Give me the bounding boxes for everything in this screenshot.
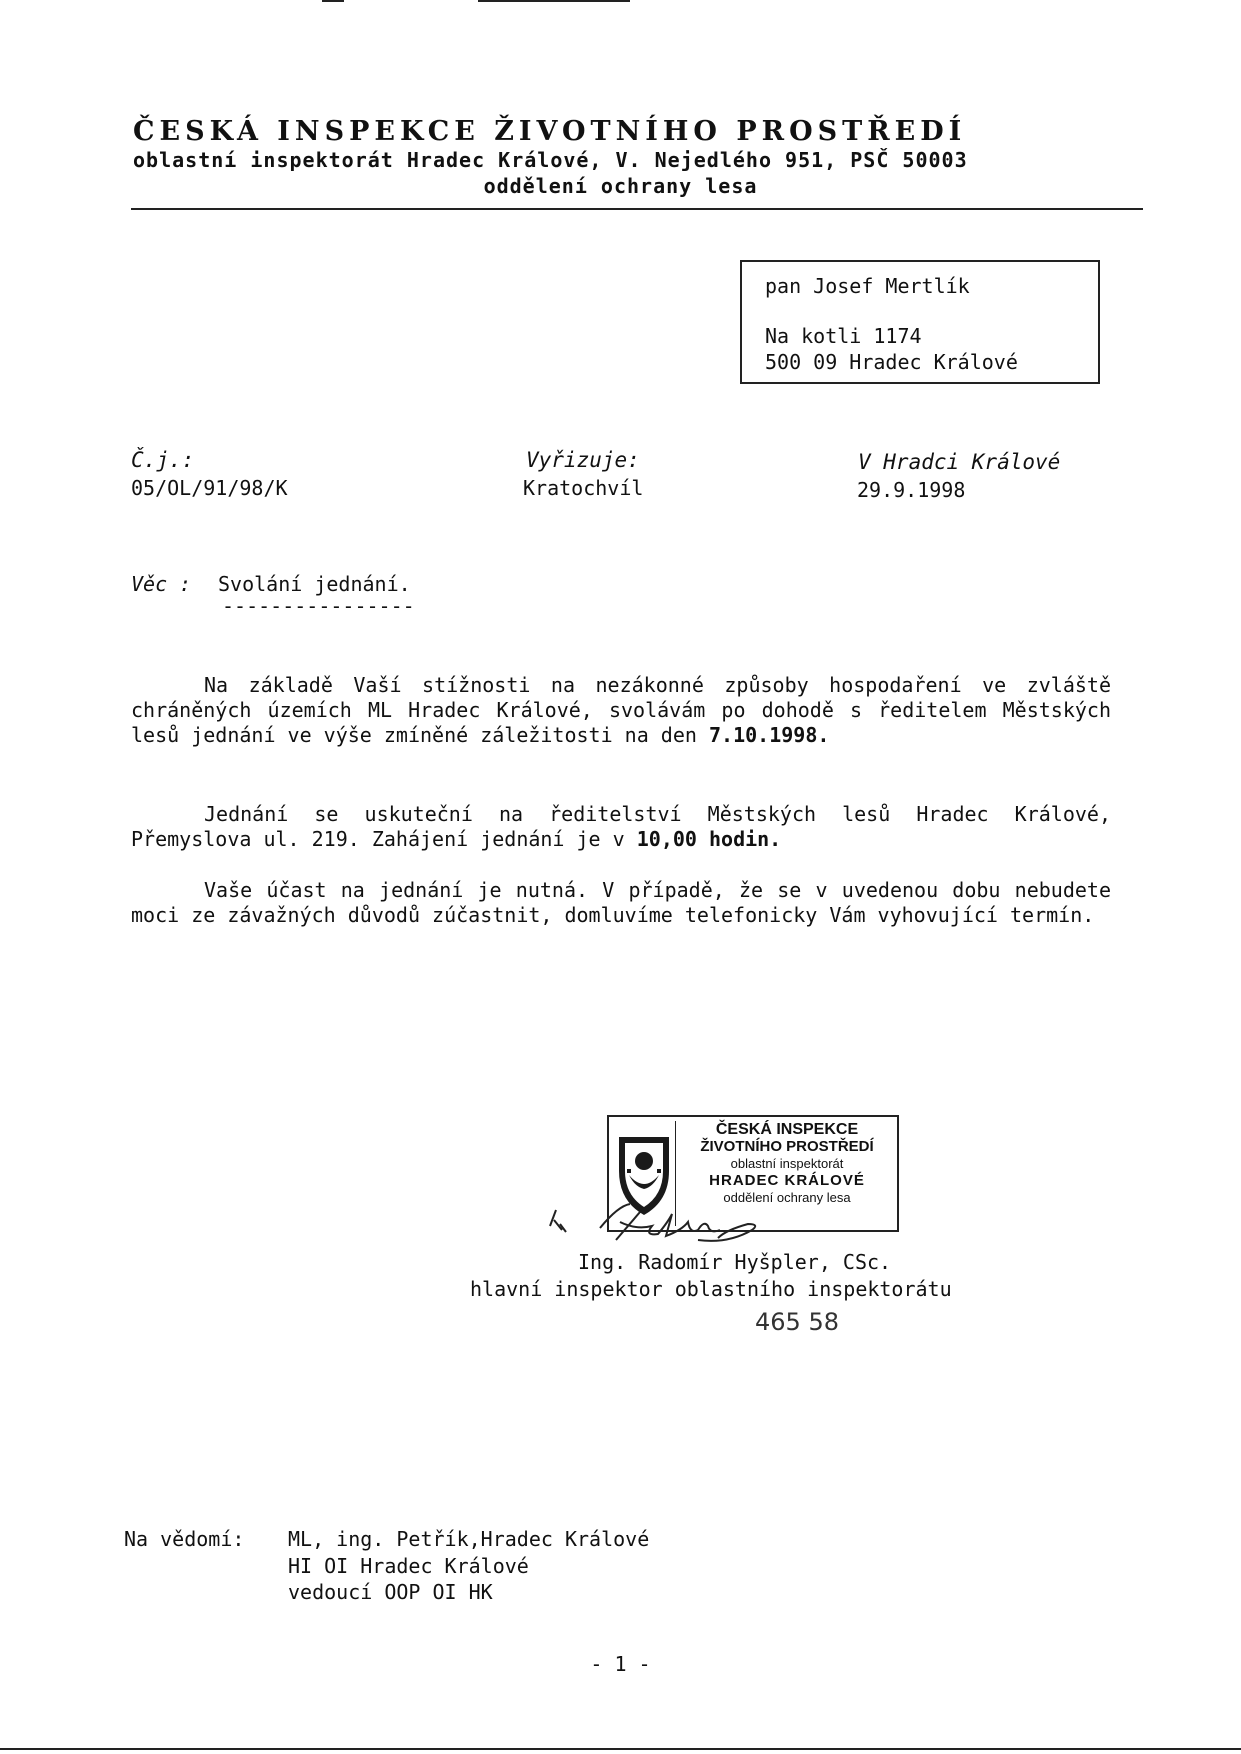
reference-number: 05/OL/91/98/K — [131, 476, 288, 500]
cc-label: Na vědomí: — [124, 1527, 245, 1551]
scan-mark — [322, 0, 344, 2]
recipient-address-box — [740, 260, 1100, 384]
handwritten-number: 465 58 — [755, 1308, 839, 1336]
office-address: oblastní inspektorát Hradec Králové, V. Nejedlého 951, PSČ 50003 — [133, 148, 968, 172]
paragraph-1-text: Na základě Vaší stížnosti na nezákonné způsoby hospodaření ve zvláště chráněných územích ML Hradec Králové, svolávám po dohodě s ředitelem Městských lesů jednání ve výše zmíněné záležitosti na den — [131, 673, 1111, 747]
body-paragraph-2 — [131, 802, 1111, 852]
stamp-line: oddělení ochrany lesa — [723, 1190, 851, 1205]
body-paragraph-1 — [131, 673, 1111, 748]
paragraph-3-text: Vaše účast na jednání je nutná. V případě, že se v uvedenou dobu nebudete moci ze závažných důvodů zúčastnit, domluvíme telefonicky Vám vyhovující termín. — [131, 878, 1111, 927]
signatory-name: Ing. Radomír Hyšpler, CSc. — [578, 1250, 892, 1274]
subject-text: Svolání jednání. — [218, 572, 411, 596]
recipient-street: Na kotli 1174 — [765, 324, 922, 348]
signatory-title: hlavní inspektor oblastního inspektorátu — [470, 1277, 952, 1301]
cc-item: HI OI Hradec Králové — [288, 1554, 529, 1578]
page-number: - 1 - — [590, 1652, 651, 1676]
reference-label: Č.j.: — [131, 448, 195, 472]
meeting-time: 10,00 hodin. — [636, 827, 782, 851]
handler-label: Vyřizuje: — [526, 448, 640, 472]
stamp-text-block — [679, 1121, 895, 1206]
place-label: V Hradci Králové — [858, 450, 1061, 474]
scan-mark — [0, 1748, 1241, 1750]
subject-label: Věc : — [131, 572, 192, 596]
recipient-name: pan Josef Mertlík — [765, 274, 970, 298]
body-paragraph-3 — [131, 878, 1111, 928]
handler-name: Kratochvíl — [523, 476, 644, 500]
cc-item: ML, ing. Petřík,Hradec Králové — [288, 1527, 650, 1551]
organization-name: ČESKÁ INSPEKCE ŽIVOTNÍHO PROSTŘEDÍ — [133, 116, 967, 147]
header-divider — [131, 208, 1143, 210]
stamp-line: HRADEC KRÁLOVÉ — [709, 1172, 865, 1189]
scan-mark — [478, 0, 630, 2]
stamp-line: ŽIVOTNÍHO PROSTŘEDÍ — [700, 1138, 874, 1155]
cc-item: vedoucí OOP OI HK — [288, 1580, 493, 1604]
subject-underline: ---------------- — [222, 594, 415, 618]
letter-date: 29.9.1998 — [857, 478, 966, 502]
paragraph-2-text: Jednání se uskuteční na ředitelství Městských lesů Hradec Králové, Přemyslova ul. 219. Zahájení jednání je v — [131, 802, 1111, 851]
meeting-date: 7.10.1998. — [708, 723, 830, 747]
stamp-line: oblastní inspektorát — [730, 1156, 844, 1171]
department-name: oddělení ochrany lesa — [483, 174, 758, 198]
recipient-city: 500 09 Hradec Králové — [765, 350, 1018, 374]
stamp-line: ČESKÁ INSPEKCE — [715, 1121, 859, 1138]
